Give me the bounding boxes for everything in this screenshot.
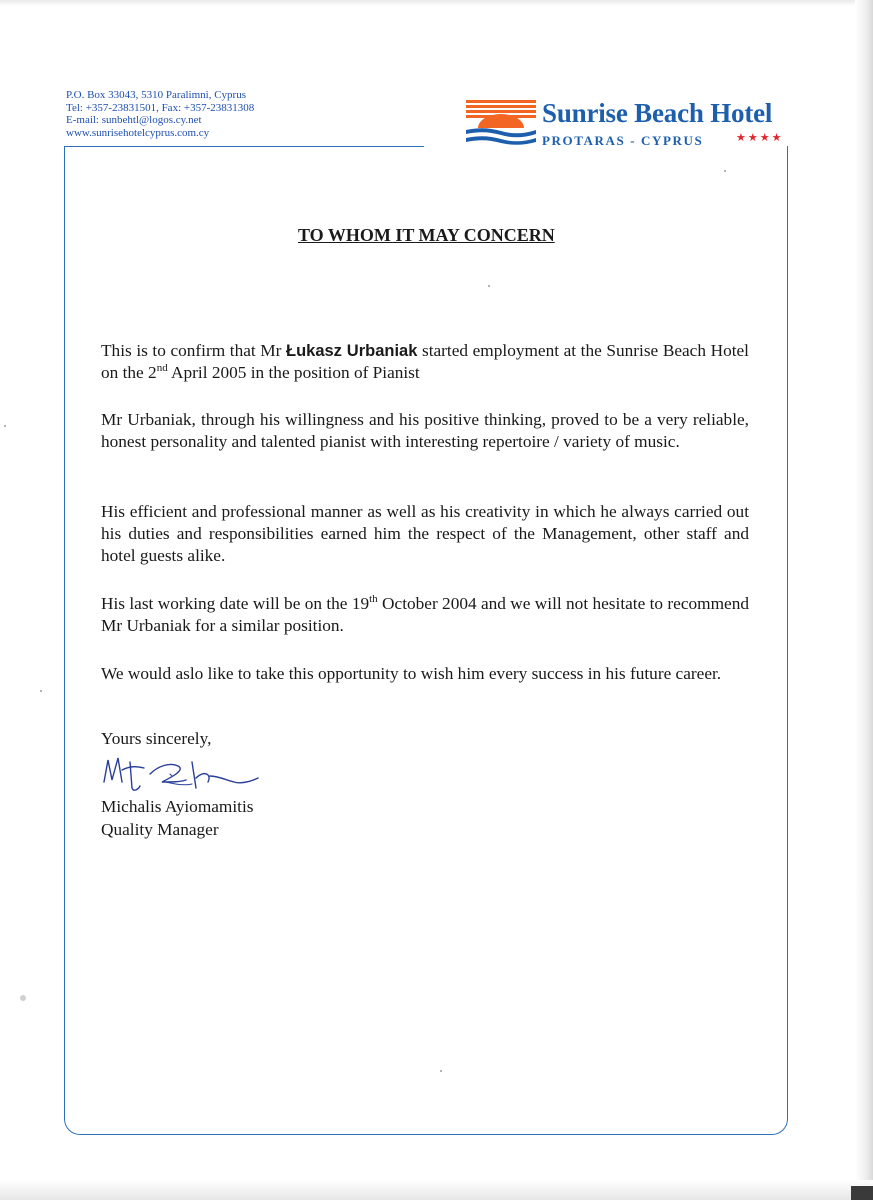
paragraph-wishes: We would aslo like to take this opportunity to wish him every success in his future career. [101, 664, 722, 683]
paragraph-character: Mr Urbaniak, through his willingness and his positive thinking, proved to be a very reliable, honest personality and talented pianist with interesting repertoire / variety of music. [101, 410, 749, 451]
paragraph-employment [101, 340, 749, 384]
p4-ordinal: th [369, 593, 378, 606]
scan-speck [440, 1070, 442, 1072]
closing: Yours sincerely, [101, 729, 212, 748]
scan-edge-right [855, 0, 873, 1200]
signer-name: Michalis Ayiomamitis [101, 797, 254, 816]
p1-text-a: This is to confirm that Mr [101, 341, 286, 360]
scan-speck [488, 285, 490, 287]
scan-edge-top [0, 0, 873, 6]
employee-name: Łukasz Urbaniak [285, 342, 418, 360]
paragraph-end-date [101, 593, 749, 637]
address-line: P.O. Box 33043, 5310 Paralimni, Cyprus [66, 89, 246, 101]
logo-wave-1 [466, 128, 536, 137]
website-line: www.sunrisehotelcyprus.com.cy [66, 126, 210, 139]
hotel-name: Sunrise Beach Hotel [542, 98, 773, 128]
sunrise-logo-icon [466, 100, 536, 146]
p4-text-b: October 2004 and we will not hesitate to recommend Mr Urbaniak for a similar position. [101, 594, 749, 635]
scan-edge-bottom [0, 1180, 873, 1200]
paragraph-conduct: His efficient and professional manner as well as his creativity in which he always carried out his duties and responsibilities earned him the respect of the Management, other staff and hotel guests alike. [101, 502, 749, 565]
p1-text-c: April 2005 in the position of Pianist [167, 363, 420, 382]
email-line: E-mail: sunbehtl@logos.cy.net [66, 114, 202, 126]
scan-speck [20, 995, 26, 1001]
phone-line: Tel: +357-23831501, Fax: +357-23831308 [66, 101, 255, 114]
signer-title: Quality Manager [101, 820, 219, 839]
signature-image [100, 752, 270, 796]
p4-text-a: His last working date will be on the 19 [101, 594, 370, 613]
hotel-stars: ★★★★ [736, 132, 784, 144]
scan-speck [40, 690, 42, 692]
letter-heading: TO WHOM IT MAY CONCERN [298, 225, 555, 245]
page-frame [64, 146, 788, 1135]
hotel-location: PROTARAS - CYPRUS [542, 133, 704, 148]
p1-text-b: started employment at the Sunrise Beach Hotel on the 2 [101, 341, 749, 382]
scan-speck [724, 170, 726, 172]
p1-ordinal: nd [156, 362, 168, 375]
letterhead-contact [66, 89, 366, 139]
scan-corner-mark [851, 1186, 873, 1200]
scan-speck [4, 425, 6, 427]
logo-wave-2 [466, 136, 536, 145]
